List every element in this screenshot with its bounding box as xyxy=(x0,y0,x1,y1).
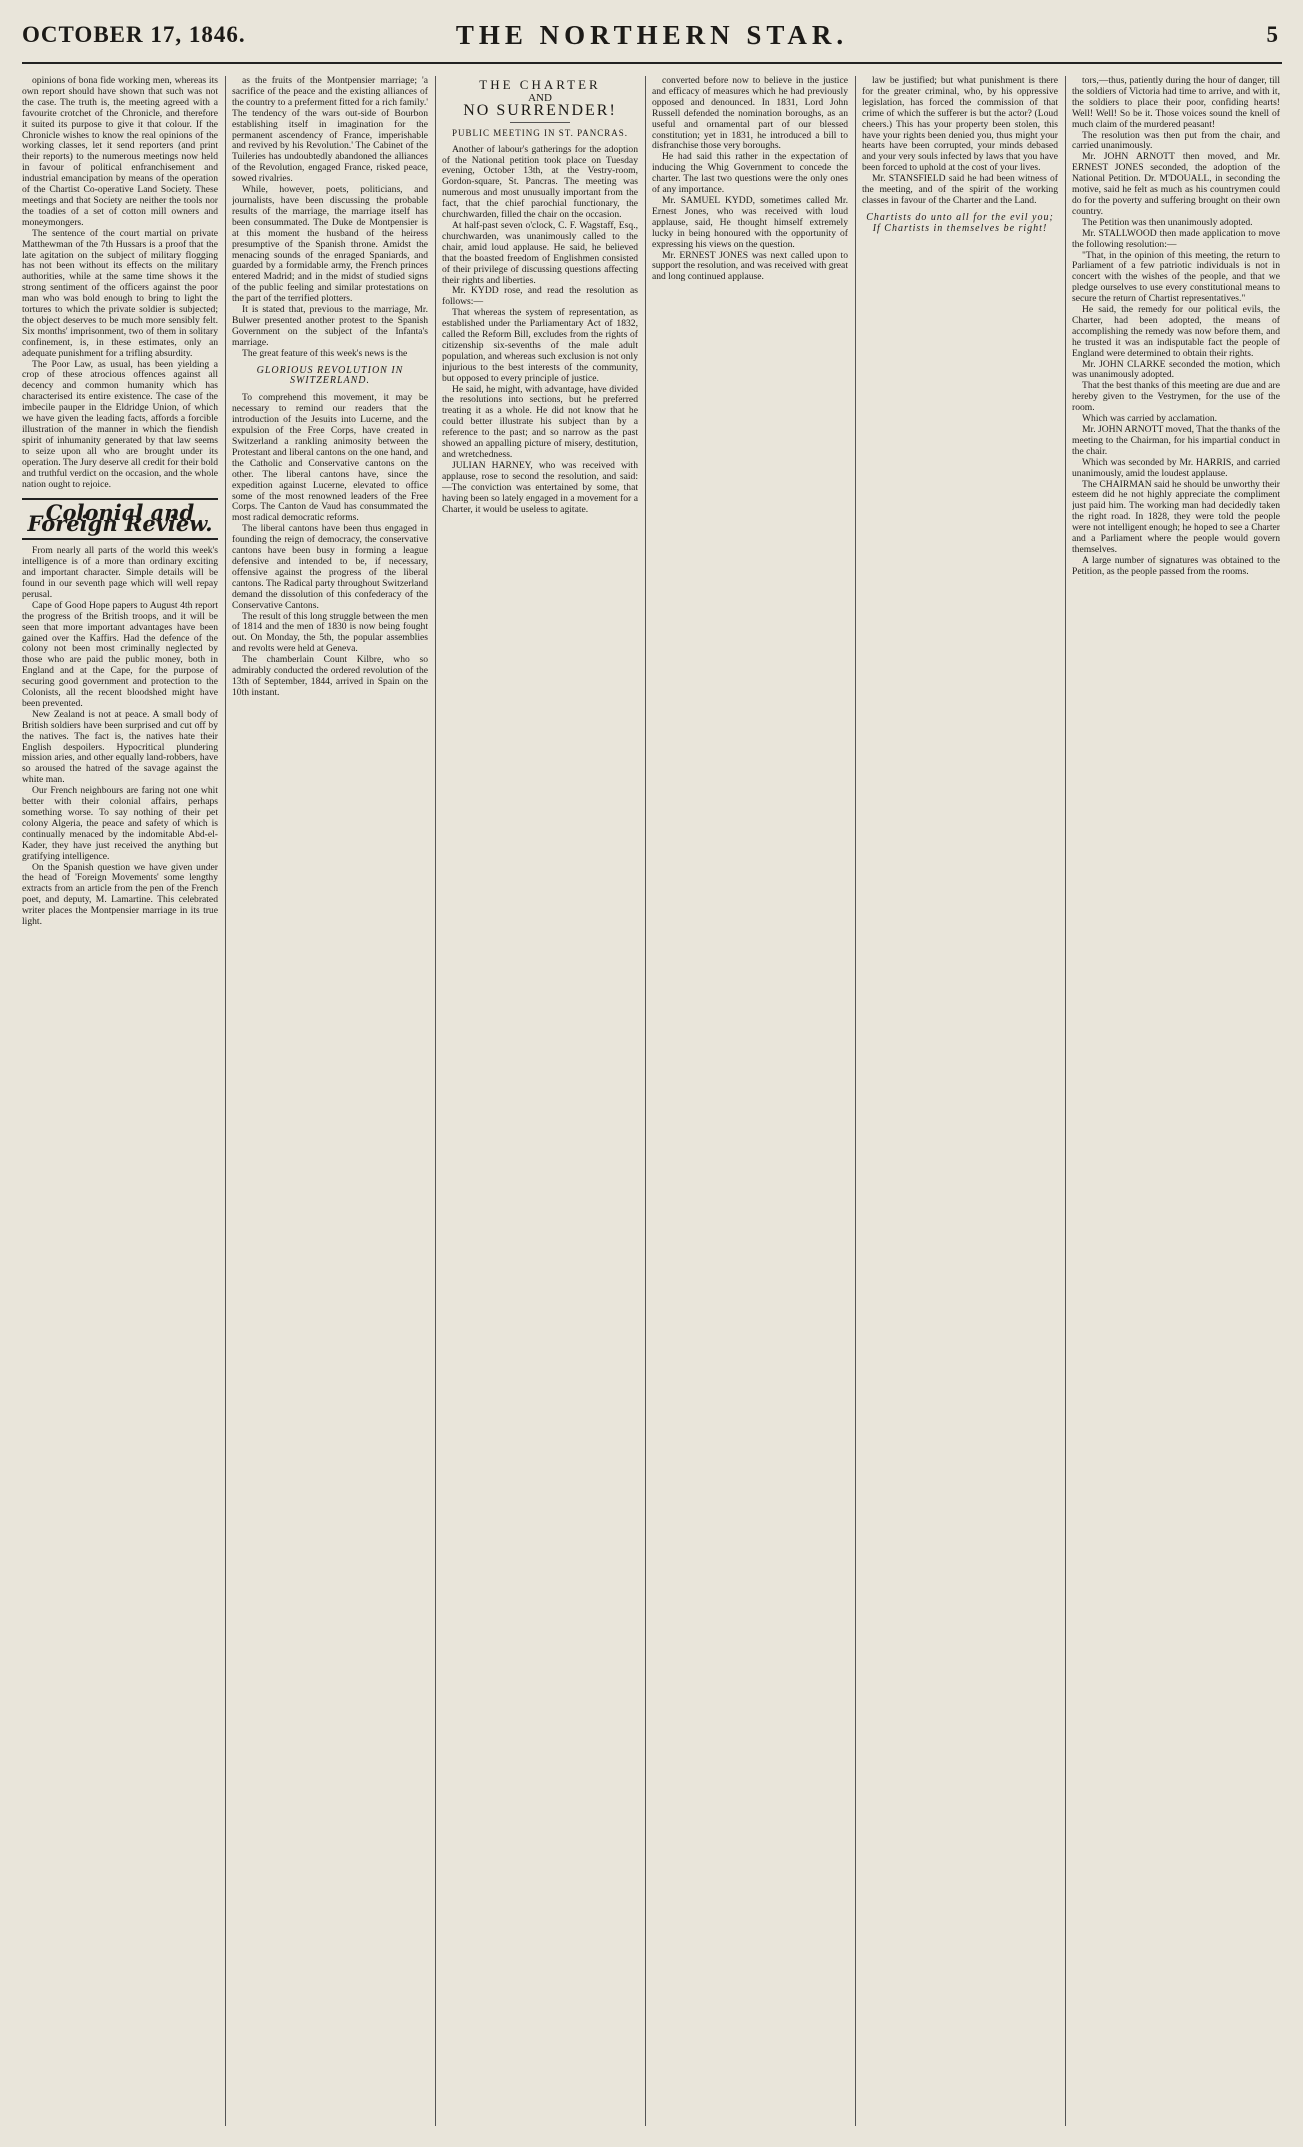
section-heading-colonial-foreign: Colonial and Foreign Review. xyxy=(22,498,218,540)
article-title-and: AND xyxy=(528,91,552,104)
column-rule xyxy=(225,76,226,2126)
column-3 xyxy=(442,76,638,2126)
paragraph: The resolution was then put from the chair, and carried unanimously. xyxy=(1072,129,1280,152)
paragraph: Mr. SAMUEL KYDD, sometimes called Mr. Ernest Jones, who was received with loud applause, said, He thought himself extremely lucky in being honoured with the opportunity of expressing his views on the question. xyxy=(652,194,848,250)
article-title-no-surrender: NO SURRENDER! xyxy=(463,101,617,119)
newspaper-title: THE NORTHERN STAR. xyxy=(455,20,849,50)
paragraph: Mr. KYDD rose, and read the resolution as follows:— xyxy=(442,285,638,308)
column-rule xyxy=(855,76,856,2126)
column-rule xyxy=(435,76,436,2126)
paragraph: From nearly all parts of the world this week's intelligence is of a more than ordinary exciting and important character. Simple details will be found in our seventh page which will well repay perusal. xyxy=(22,545,218,600)
paragraph: as the fruits of the Montpensier marriage; 'a sacrifice of the peace and the existing alliances of the country to a preferment fitted for a rich family.' The tendency of the wars out-side of Bourbon establishing itself in imagination for the permanent ascendency of France, imperishable and revived by his Revolution.' The Cabinet of the Tuileries has undoubtedly abandoned the alliances of the Revolution, engaged France, risked peace, sowed rivalries. xyxy=(232,76,428,185)
paragraph: Mr. JOHN ARNOTT then moved, and Mr. ERNEST JONES seconded, the adoption of the National Petition. Dr. M'DOUALL, in seconding the motive, said he felt as much as his countrymen could do for the poverty and suffering brought on their own country. xyxy=(1072,151,1280,217)
paragraph: Mr. JOHN ARNOTT moved, That the thanks of the meeting to the Chairman, for his impartial conduct in the chair. xyxy=(1072,424,1280,457)
paragraph: While, however, poets, politicians, and journalists, have been discussing the probable results of the marriage, the marriage itself has been consummated. The Duke de Montpensier is at this moment the husband of the heiress presumptive of the Spanish throne. Amidst the menacing sounds of the enraged Spaniards, and guarded by a formidable army, the French princes entered Madrid; and in the midst of studied signs of the public feeling and similar protestations on the part of the terrified plotters. xyxy=(232,184,428,305)
column-1 xyxy=(22,76,218,2126)
paragraph: That whereas the system of representation, as established under the Parliamentary Act of 1832, called the Reform Bill, excludes from the rights of citizenship six-sevenths of the male adult population, and whereas such exclusion is not only injurious to the best interests of the community, but opposed to every principle of justice. xyxy=(442,307,638,384)
paragraph: tors,—thus, patiently during the hour of danger, till the soldiers of Victoria had time to arrive, and with it, the soldiers to place their poor, confiding hearts! Well! Well! So be it. Those voices sound the knell of much claim of the murdered peasant! xyxy=(1072,76,1280,130)
column-6 xyxy=(1072,76,1280,2126)
paragraph: Mr. ERNEST JONES was next called upon to support the resolution, and was received with great and long continued applause. xyxy=(652,249,848,283)
paragraph: law be justified; but what punishment is there for the greater criminal, who, by his oppressive legislation, has forced the commission of that crime of which the sufferer is but the actor? (Loud cheers.) This has your property been stolen, this have your rights been denied you, thus might your hearts have been corrupted, your minds debased and your very souls infected by laws that you have been forced to uphold at the cost of your lives. xyxy=(862,76,1058,174)
article-title: THE CHARTER xyxy=(479,77,601,92)
issue-date: OCTOBER 17, 1846. xyxy=(22,22,246,47)
article-subtitle: PUBLIC MEETING IN ST. PANCRAS. xyxy=(451,127,629,138)
paragraph: Which was seconded by Mr. HARRIS, and carried unanimously, amid the loudest applause. xyxy=(1072,456,1280,479)
paragraph: The result of this long struggle between the men of 1814 and the men of 1830 is now being fought out. On Monday, the 5th, the popular assemblies and revolts were held at Geneva. xyxy=(232,610,428,655)
divider xyxy=(510,122,570,123)
paragraph: He said, he might, with advantage, have divided the resolutions into sections, but he preferred treating it as a whole. He did not know that he could better illustrate his subject than by a reference to the past; and so narrow as the past showed an appalling picture of misery, destitution, and wretchedness. xyxy=(442,383,638,460)
paragraph: New Zealand is not at peace. A small body of British soldiers have been surprised and cut off by the natives. The fact is, the natives hate their English despoilers. Hypocritical plundering mission aries, and other equally land-robbers, have so aroused the hatred of the savage against the white man. xyxy=(22,708,218,786)
paragraph: It is stated that, previous to the marriage, Mr. Bulwer presented another protest to the Spanish Government on the subject of the Infanta's marriage. xyxy=(232,304,428,348)
paragraph: Which was carried by acclamation. xyxy=(1082,413,1218,425)
paragraph: At half-past seven o'clock, C. F. Wagstaff, Esq., churchwarden, was unanimously called to the chair, amid loud applause. He said, he believed that the boasted freedom of Englishmen consisted of their privilege of discussing questions affecting their rights and liberties. xyxy=(442,219,638,286)
paragraph: The Petition was then unanimously adopted. xyxy=(1082,216,1253,228)
paragraph: On the Spanish question we have given under the head of 'Foreign Movements' some lengthy extracts from an article from the pen of the French poet, and deputy, M. Lamartine. This celebrated writer places the Montpensier marriage in its true light. xyxy=(22,861,218,928)
column-5 xyxy=(862,76,1058,2126)
paragraph: Another of labour's gatherings for the adoption of the National petition took place on Tuesday evening, October 13th, at the Vestry-room, Gordon-square, St. Pancras. The meeting was numerous and most unusually important from the fact, that the chief parochial functionary, the churchwarden, filled the chair on the occasion. xyxy=(442,143,638,221)
paragraph: Cape of Good Hope papers to August 4th report the progress of the British troops, and it will be seen that more important advantages have been gained over the Kaffirs. Had the defence of the colony not been most criminally neglected by those who are paid the public money, both in England and at the Cape, for the purpose of securing good government and protection to the Colonists, all the recent bloodshed might have been prevented. xyxy=(22,599,218,709)
paragraph: opinions of bona fide working men, whereas its own report should have shown that such was not the case. The truth is, the meeting agreed with a favourite crotchet of the Chronicle, and therefore it suited its purpose to give it that colour. If the Chronicle wishes to know the real opinions of the working classes, let it send reporters (and print their reports) to the numerous meetings now held in favour of political enfranchisement and industrial emancipation by means of the operation of the Chartist Co-operative Land Society. These meetings and that Society are neither the tools nor the toadies of a set of cotton mill owners and moneymongers. xyxy=(22,76,218,228)
paragraph: To comprehend this movement, it may be necessary to remind our readers that the introduction of the Jesuits into Lucerne, and the expulsion of the Free Corps, have created in Switzerland a rankling animosity between the Protestant and liberal cantons on the one hand, and the Catholic and Conservative cantons on the other. The liberal cantons have, since the expedition against Lucerne, elevated to office some of the most renowned leaders of the Free Corps. The Canton de Vaud has consummated the most radical democratic reforms. xyxy=(232,392,428,524)
subheading-swiss-revolution: GLORIOUS REVOLUTION IN SWITZERLAND. xyxy=(256,364,404,387)
paragraph: converted before now to believe in the justice and efficacy of measures which he had previously opposed and denounced. In 1831, Lord John Russell defended the nomination boroughs, as an useful and ornamental part of our blessed constitution; yet in 1831, he introduced a bill to disfranchise those very boroughs. xyxy=(652,76,848,152)
column-4 xyxy=(652,76,848,2126)
paragraph: The Poor Law, as usual, has been yielding a crop of these atrocious offences against all decency and common humanity which has characterised its entire existence. The case of the imbecile pauper in the Eldridge Union, of which we have given the leading facts, affords a forcible illustration of the manner in which the fiendish spirit of inhumanity generated by that law seems to seize upon all who are brought under its operation. The Jury deserve all credit for their bold and truthful verdict on the occasion, and the whole nation ought to rejoice. xyxy=(22,358,218,490)
page-number: 5 xyxy=(1266,22,1278,47)
column-rule xyxy=(1065,76,1066,2126)
paragraph: The great feature of this week's news is the xyxy=(242,347,408,359)
column-2 xyxy=(232,76,428,2126)
paragraph: He said, the remedy for our political evils, the Charter, had been adopted, the means of accomplishing the remedy was now before them, and he trusted it was an indisputable fact the people of England were determined to obtain their rights. xyxy=(1072,304,1280,359)
masthead xyxy=(22,16,1282,64)
paragraph: Our French neighbours are faring not one whit better with their colonial affairs, perhaps something worse. To say nothing of their pet colony Algeria, the peace and safety of which is continually menaced by the indomitable Abd-el-Kader, they have just received the anything but gratifying intelligence. xyxy=(22,785,218,862)
paragraph: Mr. STANSFIELD said he had been witness of the meeting, and of the spirit of the working classes in favour of the Charter and the Land. xyxy=(862,173,1058,206)
paragraph: "That, in the opinion of this meeting, the return to Parliament of a few patriotic individuals is not in concert with the wishes of the people, and that we pledge ourselves to use every constitutional means to secure the return of Chartist representatives." xyxy=(1072,249,1280,305)
paragraph: JULIAN HARNEY, who was received with applause, rose to second the resolution, and said:—The conviction was entertained by some, that having been so lately engaged in a movement for a Charter, it would be useless to agitate. xyxy=(442,459,638,515)
paragraph: Mr. STALLWOOD then made application to move the following resolution:— xyxy=(1072,227,1280,250)
verse-line: Chartists do unto all for the evil you; If Chartists in themselves be right! xyxy=(866,211,1054,234)
paragraph: A large number of signatures was obtained to the Petition, as the people passed from the rooms. xyxy=(1072,554,1280,577)
paragraph: That the best thanks of this meeting are due and are hereby given to the Vestrymen, for the use of the room. xyxy=(1072,380,1280,414)
paragraph: The sentence of the court martial on private Matthewman of the 7th Hussars is a proof that the late agitation on the subject of military flogging has not been without its effects on the military authorities, while at the same time shows it the strong sentiment of the officers against the poor man who was bold enough to bring to light the tortures to which the private soldier is subjected; the object deserves to be much more sensibly felt. Six months' imprisonment, two of them in solitary confinement, is, in these estimates, only an adequate punishment for a trifling absurdity. xyxy=(22,227,218,359)
column-rule xyxy=(645,76,646,2126)
paragraph: The CHAIRMAN said he should be unworthy their esteem did he not highly appreciate the compliment just paid him. The working man had decidedly taken the right road. In 1828, they were told the people were not intelligent enough; he hoped to see a Charter and a Parliament where the people would govern themselves. xyxy=(1072,478,1280,555)
paragraph: He had said this rather in the expectation of inducing the Whig Government to concede the charter. The last two questions were the only ones of any importance. xyxy=(652,151,848,196)
paragraph: The liberal cantons have been thus engaged in founding the reign of democracy, the conservative cantons have been busy in forming a league defensive and intended to be, if necessary, offensive against the progress of the liberal cantons. The Radical party throughout Switzerland demand the dissolution of this confederacy of the Conservative Cantons. xyxy=(232,523,428,611)
paragraph: Mr. JOHN CLARKE seconded the motion, which was unanimously adopted. xyxy=(1072,358,1280,381)
paragraph: The chamberlain Count Kilbre, who so admirably conducted the ordered revolution of the 13th of September, 1844, arrived in Spain on the 10th instant. xyxy=(232,654,428,698)
